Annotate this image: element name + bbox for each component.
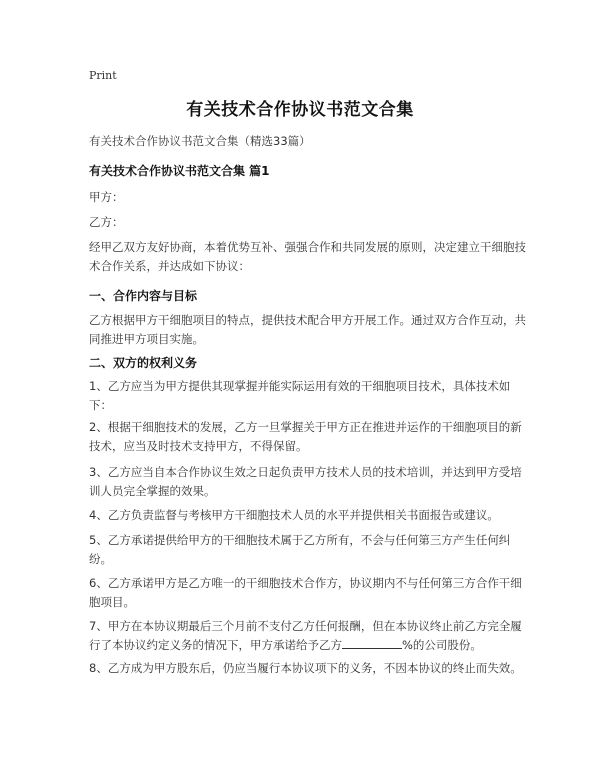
heading-cooperation: 一、合作内容与目标 (89, 289, 198, 303)
party-b-line: 乙方： (89, 215, 124, 229)
intro-paragraph: 经甲乙双方友好协商，本着优势互补、强强合作和共同发展的原则，决定建立干细胞技术合作关系，并达成如下协议： (89, 240, 526, 273)
clause-item-8: 8、乙方成为甲方股东后，仍应当履行本协议项下的义务，不因本协议的终止而失效。 (89, 661, 522, 675)
clause-item-4: 4、乙方负责监督与考核甲方干细胞技术人员的水平并提供相关书面报告或建议。 (89, 508, 499, 522)
clause-item-6: 6、乙方承诺甲方是乙方唯一的干细胞技术合作方，协议期内不与任何第三方合作干细胞项目。 (89, 576, 522, 609)
party-a-line: 甲方： (89, 190, 124, 204)
heading-rights: 二、双方的权利义务 (89, 356, 198, 370)
page-title: 有关技术合作协议书范文合集 (186, 100, 414, 120)
clause-item-7-text: 7、甲方在本协议期最后三个月前不支付乙方任何报酬，但在本协议终止前乙方完全履行了本协议约定义务的情况下，甲方承诺给予乙方 (89, 619, 522, 652)
cooperation-paragraph: 乙方根据甲方干细胞项目的特点，提供技术配合甲方开展工作。通过双方合作互动，共同推进甲方项目实施。 (89, 313, 526, 346)
clause-item-7 (89, 617, 529, 655)
print-link[interactable]: Print (89, 69, 117, 82)
section-title: 有关技术合作协议书范文合集 篇1 (89, 164, 270, 178)
clause-item-7-suffix: %的公司股份。 (402, 638, 482, 652)
clause-item-1: 1、乙方应当为甲方提供其现掌握并能实际运用有效的干细胞项目技术，具体技术如下： (89, 379, 511, 412)
clause-item-5: 5、乙方承诺提供给甲方的干细胞技术属于乙方所有，不会与任何第三方产生任何纠纷。 (89, 533, 511, 566)
clause-item-2: 2、根据干细胞技术的发展，乙方一旦掌握关于甲方正在推进并运作的干细胞项目的新技术，应当及时技术支持甲方，不得保留。 (89, 420, 522, 453)
share-percent-blank (342, 637, 402, 649)
clause-item-3: 3、乙方应当自本合作协议生效之日起负责甲方技术人员的技术培训，并达到甲方受培训人员完全掌握的效果。 (89, 465, 522, 498)
document-subtitle: 有关技术合作协议书范文合集（精选33篇） (89, 134, 311, 148)
